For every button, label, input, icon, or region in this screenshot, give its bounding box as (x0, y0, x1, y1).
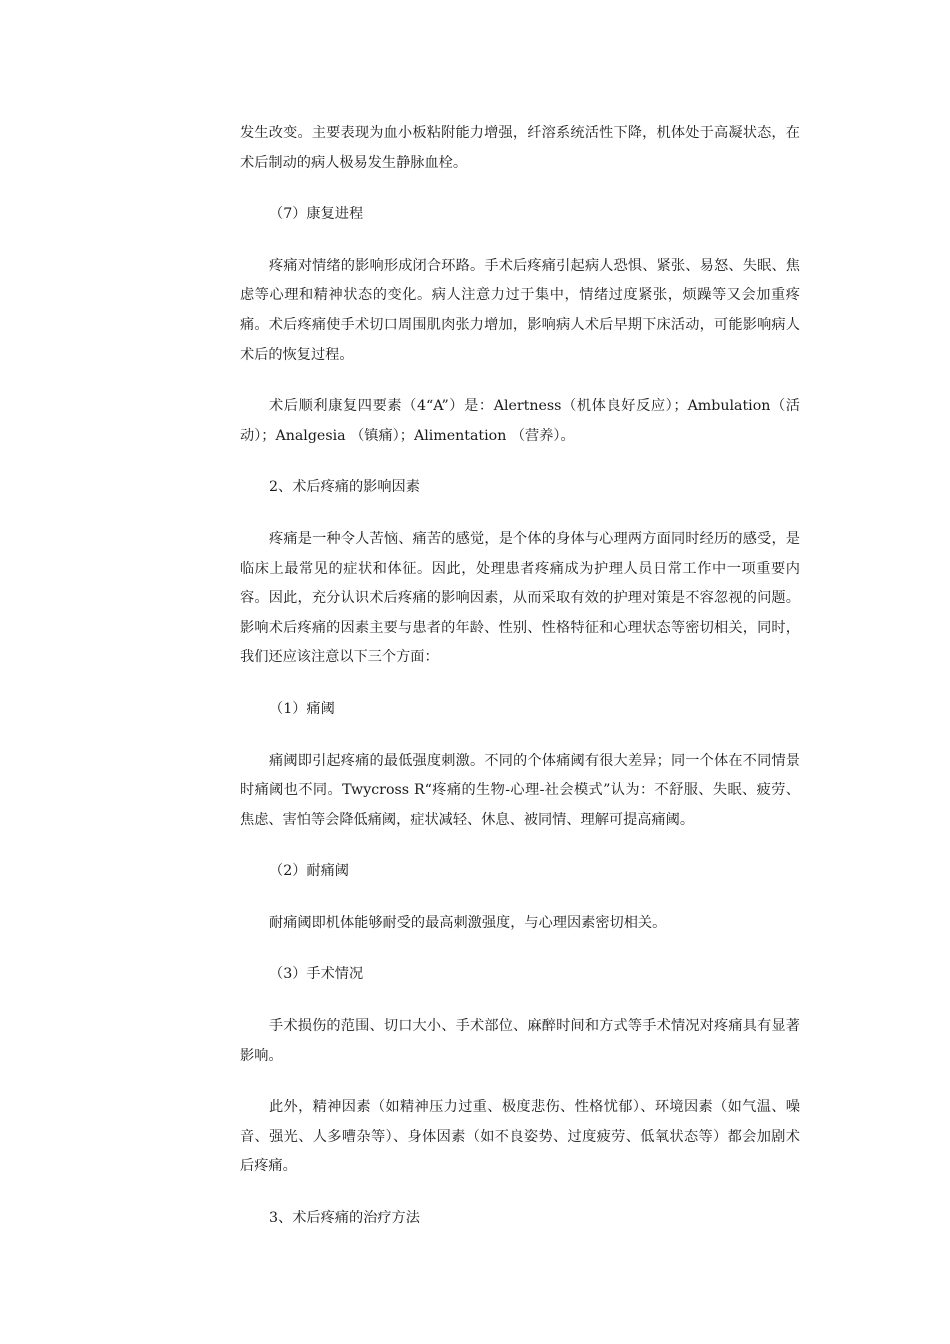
subheading-recovery-process: （7）康复进程 (269, 206, 364, 223)
document-body (240, 119, 800, 1256)
paragraph-pain-tolerance: 耐痛阈即机体能够耐受的最高刺激强度，与心理因素密切相关。 (269, 914, 667, 931)
subheading-pain-tolerance: （2）耐痛阈 (269, 863, 349, 880)
paragraph-pain-threshold: 痛阈即引起疼痛的最低强度刺激。不同的个体痛阈有很大差异；同一个体在不同情景时痛阈也不同。Twycross R“疼痛的生物-心理-社会模式”认为：不舒服、失眠、疲劳、焦虑、害怕等会降低痛阈，症状减轻、休息、被同情、理解可提高痛阈。 (240, 752, 800, 828)
subheading-surgery-condition: （3）手术情况 (269, 966, 364, 983)
paragraph-pain-definition: 疼痛是一种令人苦恼、痛苦的感觉，是个体的身体与心理两方面同时经历的感受，是临床上最常见的症状和体征。因此，处理患者疼痛成为护理人员日常工作中一项重要内容。因此，充分认识术后疼痛的影响因素，从而采取有效的护理对策是不容忽视的问题。影响术后疼痛的因素主要与患者的年龄、性别、性格特征和心理状态等密切相关，同时，我们还应该注意以下三个方面： (240, 530, 800, 666)
section-heading-influencing-factors: 2、术后疼痛的影响因素 (269, 479, 420, 496)
paragraph-continuation: 发生改变。主要表现为血小板粘附能力增强，纤溶系统活性下降，机体处于高凝状态，在术后制动的病人极易发生静脉血栓。 (240, 125, 800, 171)
paragraph-four-a: 术后顺利康复四要素（4“A”）是：Alertness（机体良好反应）；Ambulation（活动）；Analgesia （镇痛）；Alimentation （营养）。 (240, 398, 800, 444)
subheading-pain-threshold: （1）痛阈 (269, 700, 335, 717)
paragraph-pain-emotion: 疼痛对情绪的影响形成闭合环路。手术后疼痛引起病人恐惧、紧张、易怒、失眠、焦虑等心理和精神状态的变化。病人注意力过于集中，情绪过度紧张，烦躁等又会加重疼痛。术后疼痛使手术切口周围肌肉张力增加，影响病人术后早期下床活动，可能影响病人术后的恢复过程。 (240, 257, 800, 363)
section-heading-treatment-methods: 3、术后疼痛的治疗方法 (269, 1210, 420, 1227)
paragraph-surgery-condition: 手术损伤的范围、切口大小、手术部位、麻醉时间和方式等手术情况对疼痛具有显著影响。 (240, 1018, 800, 1064)
paragraph-other-factors: 此外，精神因素（如精神压力过重、极度悲伤、性格忧郁）、环境因素（如气温、噪音、强光、人多嘈杂等）、身体因素（如不良姿势、过度疲劳、低氧状态等）都会加剧术后疼痛。 (240, 1099, 800, 1175)
